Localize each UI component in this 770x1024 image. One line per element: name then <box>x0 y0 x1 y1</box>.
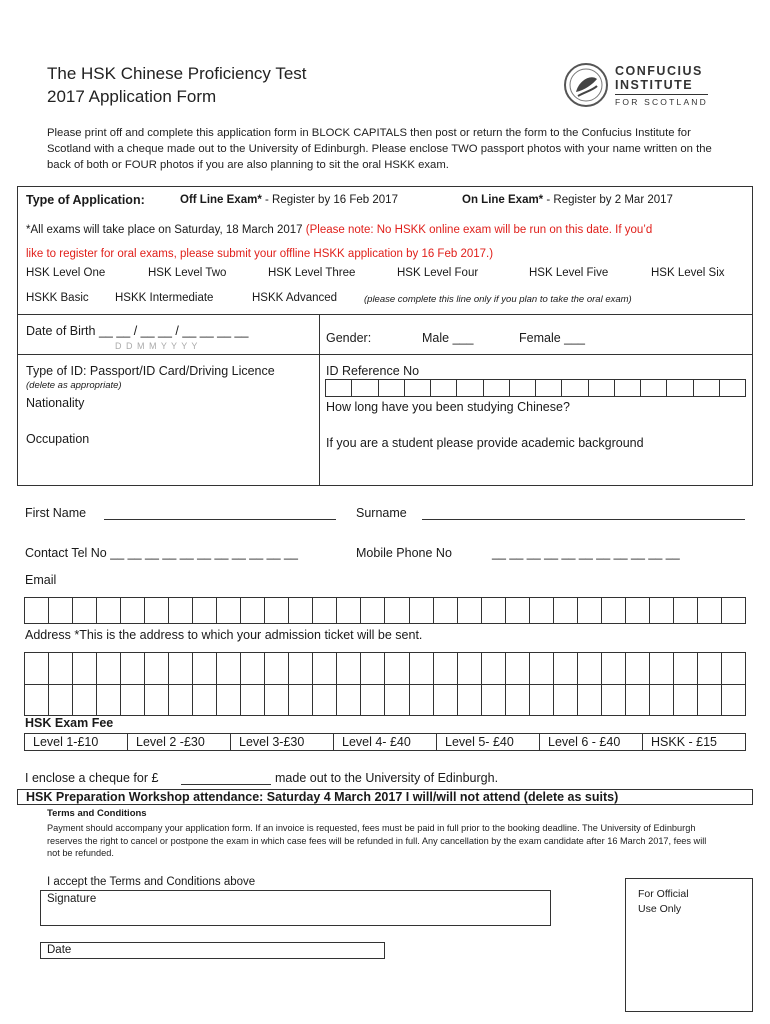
address-char-box[interactable] <box>577 684 602 716</box>
address-char-box[interactable] <box>360 652 385 685</box>
application-details-box <box>17 186 753 486</box>
address-char-box[interactable] <box>240 652 265 685</box>
official-use-box <box>625 878 753 1012</box>
address-char-box[interactable] <box>360 684 385 716</box>
hsk-level-two[interactable] <box>148 267 226 279</box>
address-char-box[interactable] <box>144 684 169 716</box>
date-label: Date <box>47 944 72 956</box>
fee-level-5: Level 5- £40 <box>436 733 540 751</box>
level-label: HSK Level One <box>26 267 106 279</box>
exam-date-note <box>26 218 748 266</box>
email-char-box[interactable] <box>433 597 458 624</box>
accept-terms-label: I accept the Terms and Conditions above <box>47 876 256 888</box>
id-type-label: Type of ID: Passport/ID Card/Driving Licence <box>26 364 275 378</box>
address-char-box[interactable] <box>433 652 458 685</box>
email-char-box[interactable] <box>601 597 626 624</box>
logo-emblem-icon <box>563 62 609 108</box>
fee-level-4: Level 4- £40 <box>333 733 437 751</box>
id-reference-input[interactable] <box>326 379 746 397</box>
type-of-application-label: Type of Application: <box>26 193 145 207</box>
offline-deadline: - Register by 16 Feb 2017 <box>265 194 398 206</box>
address-char-box[interactable] <box>529 684 554 716</box>
email-char-box[interactable] <box>481 597 506 624</box>
id-char-box[interactable] <box>535 379 562 397</box>
address-char-box[interactable] <box>312 652 337 685</box>
divider <box>18 314 752 315</box>
email-char-box[interactable] <box>697 597 722 624</box>
address-char-box[interactable] <box>120 684 145 716</box>
address-char-box[interactable] <box>384 684 409 716</box>
email-char-box[interactable] <box>264 597 289 624</box>
email-char-box[interactable] <box>529 597 554 624</box>
fee-level-1: Level 1-£10 <box>24 733 128 751</box>
logo-text <box>615 64 708 109</box>
mobile-phone-blanks[interactable]: __ __ __ __ __ __ __ __ __ __ __ <box>492 546 680 560</box>
id-char-box[interactable] <box>693 379 720 397</box>
email-char-box[interactable] <box>457 597 482 624</box>
address-char-box[interactable] <box>312 684 337 716</box>
email-char-box[interactable] <box>409 597 434 624</box>
email-char-box[interactable] <box>649 597 674 624</box>
address-char-box[interactable] <box>673 684 698 716</box>
address-char-box[interactable] <box>409 652 434 685</box>
occupation-label: Occupation <box>26 432 90 446</box>
confucius-institute-logo <box>563 60 723 112</box>
id-reference-label: ID Reference No <box>326 364 420 378</box>
hskk-warning-1: (Please note: No HSKK online exam will be run on this date. If you’d <box>305 224 653 236</box>
level-label: HSK Level Four <box>397 267 479 279</box>
hsk-level-six[interactable] <box>651 267 725 279</box>
cheque-prefix: I enclose a cheque for £ <box>25 771 159 785</box>
address-char-box[interactable] <box>625 652 650 685</box>
official-use-label <box>638 887 689 917</box>
address-char-box[interactable] <box>288 652 313 685</box>
email-label: Email <box>25 573 57 587</box>
exam-date-text: *All exams will take place on Saturday, 18 March 2017 <box>26 224 303 236</box>
address-char-box[interactable] <box>553 652 578 685</box>
address-char-box[interactable] <box>625 684 650 716</box>
online-exam-option[interactable] <box>462 194 673 206</box>
date-box[interactable] <box>40 942 385 959</box>
address-input-row-1[interactable] <box>25 652 746 685</box>
email-char-box[interactable] <box>505 597 530 624</box>
level-label: HSKK Basic <box>26 292 89 304</box>
column-divider <box>319 314 320 485</box>
email-char-box[interactable] <box>336 597 361 624</box>
study-duration-label: How long have you been studying Chinese? <box>326 400 570 414</box>
email-char-box[interactable] <box>96 597 121 624</box>
online-deadline: - Register by 2 Mar 2017 <box>546 194 673 206</box>
address-char-box[interactable] <box>457 652 482 685</box>
id-char-box[interactable] <box>719 379 746 397</box>
id-char-box[interactable] <box>588 379 615 397</box>
address-char-box[interactable] <box>601 652 626 685</box>
online-exam-label: On Line Exam* <box>462 194 544 206</box>
address-char-box[interactable] <box>697 684 722 716</box>
address-char-box[interactable] <box>144 652 169 685</box>
fee-level-3: Level 3-£30 <box>230 733 334 751</box>
address-char-box[interactable] <box>192 684 217 716</box>
address-char-box[interactable] <box>48 652 73 685</box>
email-char-box[interactable] <box>553 597 578 624</box>
email-char-box[interactable] <box>120 597 145 624</box>
signature-label: Signature <box>47 893 97 905</box>
level-label: HSKK Advanced <box>252 292 338 304</box>
exam-fee-table <box>25 733 746 751</box>
address-char-box[interactable] <box>288 684 313 716</box>
level-label: HSK Level Six <box>651 267 725 279</box>
fee-hskk: HSKK - £15 <box>642 733 746 751</box>
id-char-box[interactable] <box>509 379 536 397</box>
address-char-box[interactable] <box>96 684 121 716</box>
address-char-box[interactable] <box>264 684 289 716</box>
official-use-line-1: For Official <box>638 888 689 900</box>
logo-line-2: INSTITUTE <box>615 78 708 95</box>
first-name-label: First Name <box>25 506 87 520</box>
gender-male-field[interactable]: Male ___ <box>422 331 474 345</box>
id-char-box[interactable] <box>640 379 667 397</box>
divider <box>18 354 752 355</box>
dob-format-hint: D D M M Y Y Y Y <box>115 341 199 351</box>
address-char-box[interactable] <box>168 652 193 685</box>
first-name-input[interactable] <box>104 519 336 520</box>
address-char-box[interactable] <box>433 684 458 716</box>
address-char-box[interactable] <box>72 652 97 685</box>
logo-line-3: FOR SCOTLAND <box>615 97 708 107</box>
hskk-basic[interactable] <box>26 292 89 304</box>
hskk-warning-2: like to register for oral exams, please submit your offline HSKK application by 16 Feb 2017.) <box>26 248 494 260</box>
cheque-suffix: made out to the University of Edinburgh. <box>275 771 499 785</box>
title-line-2: 2017 Application Form <box>47 87 217 106</box>
address-char-box[interactable] <box>601 684 626 716</box>
address-label: Address *This is the address to which your admission ticket will be sent. <box>25 628 423 642</box>
email-char-box[interactable] <box>192 597 217 624</box>
id-char-box[interactable] <box>561 379 588 397</box>
nationality-label: Nationality <box>26 396 85 410</box>
address-char-box[interactable] <box>48 684 73 716</box>
address-char-box[interactable] <box>577 652 602 685</box>
email-char-box[interactable] <box>721 597 746 624</box>
hskk-advanced[interactable] <box>252 292 337 304</box>
address-char-box[interactable] <box>409 684 434 716</box>
email-char-box[interactable] <box>48 597 73 624</box>
address-char-box[interactable] <box>553 684 578 716</box>
email-char-box[interactable] <box>673 597 698 624</box>
address-char-box[interactable] <box>673 652 698 685</box>
cheque-amount-input[interactable] <box>181 784 271 785</box>
address-char-box[interactable] <box>505 652 530 685</box>
email-char-box[interactable] <box>168 597 193 624</box>
address-input-row-2[interactable] <box>25 684 746 716</box>
address-char-box[interactable] <box>336 652 361 685</box>
level-label: HSK Level Two <box>148 267 227 279</box>
contact-tel-field[interactable] <box>25 546 298 560</box>
exam-fee-heading: HSK Exam Fee <box>25 716 114 730</box>
email-char-box[interactable] <box>625 597 650 624</box>
email-char-box[interactable] <box>312 597 337 624</box>
email-char-box[interactable] <box>288 597 313 624</box>
address-char-box[interactable] <box>24 684 49 716</box>
surname-label: Surname <box>356 506 407 520</box>
address-char-box[interactable] <box>457 684 482 716</box>
contact-tel-blanks[interactable]: __ __ __ __ __ __ __ __ __ __ __ <box>110 546 298 560</box>
fee-level-2: Level 2 -£30 <box>127 733 231 751</box>
address-char-box[interactable] <box>192 652 217 685</box>
email-char-box[interactable] <box>144 597 169 624</box>
offline-exam-option[interactable] <box>180 194 398 206</box>
address-char-box[interactable] <box>96 652 121 685</box>
id-type-note: (delete as appropriate) <box>26 380 122 391</box>
address-char-box[interactable] <box>264 652 289 685</box>
academic-background-label: If you are a student please provide academic background <box>326 436 644 450</box>
address-char-box[interactable] <box>481 684 506 716</box>
email-char-box[interactable] <box>384 597 409 624</box>
hsk-level-one[interactable] <box>26 267 105 279</box>
hskk-note: (please complete this line only if you plan to take the oral exam) <box>364 294 632 305</box>
page-title <box>47 62 307 108</box>
fee-level-6: Level 6 - £40 <box>539 733 643 751</box>
official-use-line-2: Use Only <box>638 903 682 915</box>
id-char-box[interactable] <box>404 379 431 397</box>
intro-text: Please print off and complete this application form in BLOCK CAPITALS then post or return the form to the Confucius Institute for Scotland with a cheque made out to the University of Edinburgh. Please enclose TWO passport photos with your name written on the back of both or FOUR photos if you are also planning to sit the oral HSKK exam. <box>47 127 712 171</box>
id-char-box[interactable] <box>325 379 352 397</box>
address-char-box[interactable] <box>649 652 674 685</box>
dob-field[interactable] <box>26 324 248 338</box>
level-label: HSKK Intermediate <box>115 292 214 304</box>
title-line-1: The HSK Chinese Proficiency Test <box>47 64 307 83</box>
level-label: HSK Level Five <box>529 267 609 279</box>
id-char-box[interactable] <box>614 379 641 397</box>
address-char-box[interactable] <box>721 684 746 716</box>
hskk-intermediate[interactable] <box>115 292 213 304</box>
terms-body: Payment should accompany your application form. If an invoice is requested, fees must be paid in full prior to the booking deadline. The University of Edinburgh reserves the right to cancel or postpone the exam in which case fees will be refunded in full. Any cancellation by the exam candidate after 16 March 2017, fees will not be refunded. <box>47 823 707 858</box>
email-char-box[interactable] <box>577 597 602 624</box>
address-char-box[interactable] <box>216 652 241 685</box>
id-char-box[interactable] <box>378 379 405 397</box>
address-char-box[interactable] <box>721 652 746 685</box>
id-char-box[interactable] <box>666 379 693 397</box>
gender-label: Gender: <box>326 331 372 345</box>
address-char-box[interactable] <box>505 684 530 716</box>
id-char-box[interactable] <box>430 379 457 397</box>
level-label: HSK Level Three <box>268 267 356 279</box>
email-char-box[interactable] <box>72 597 97 624</box>
address-char-box[interactable] <box>481 652 506 685</box>
id-char-box[interactable] <box>351 379 378 397</box>
address-char-box[interactable] <box>336 684 361 716</box>
surname-input[interactable] <box>422 519 745 520</box>
address-char-box[interactable] <box>240 684 265 716</box>
hsk-level-four[interactable] <box>397 267 478 279</box>
workshop-attendance[interactable]: HSK Preparation Workshop attendance: Saturday 4 March 2017 I will/will not attend (delete as suits) <box>17 789 753 805</box>
offline-exam-label: Off Line Exam* <box>180 194 262 206</box>
address-char-box[interactable] <box>649 684 674 716</box>
hsk-level-three[interactable] <box>268 267 355 279</box>
dob-blanks[interactable]: __ __ / __ __ / __ __ __ __ <box>98 324 249 338</box>
email-input-grid[interactable] <box>25 597 746 624</box>
email-char-box[interactable] <box>216 597 241 624</box>
email-char-box[interactable] <box>240 597 265 624</box>
id-char-box[interactable] <box>456 379 483 397</box>
hsk-level-five[interactable] <box>529 267 608 279</box>
address-char-box[interactable] <box>216 684 241 716</box>
address-char-box[interactable] <box>120 652 145 685</box>
dob-label: Date of Birth <box>26 324 96 338</box>
email-char-box[interactable] <box>360 597 385 624</box>
id-char-box[interactable] <box>483 379 510 397</box>
logo-line-1: CONFUCIUS <box>615 64 703 78</box>
address-char-box[interactable] <box>697 652 722 685</box>
address-char-box[interactable] <box>168 684 193 716</box>
mobile-phone-label: Mobile Phone No <box>356 546 452 560</box>
gender-female-field[interactable]: Female ___ <box>519 331 586 345</box>
terms-heading: Terms and Conditions <box>47 808 147 819</box>
email-char-box[interactable] <box>24 597 49 624</box>
address-char-box[interactable] <box>529 652 554 685</box>
address-char-box[interactable] <box>72 684 97 716</box>
address-char-box[interactable] <box>24 652 49 685</box>
signature-box[interactable] <box>40 890 551 926</box>
address-char-box[interactable] <box>384 652 409 685</box>
contact-tel-label: Contact Tel No <box>25 546 107 560</box>
